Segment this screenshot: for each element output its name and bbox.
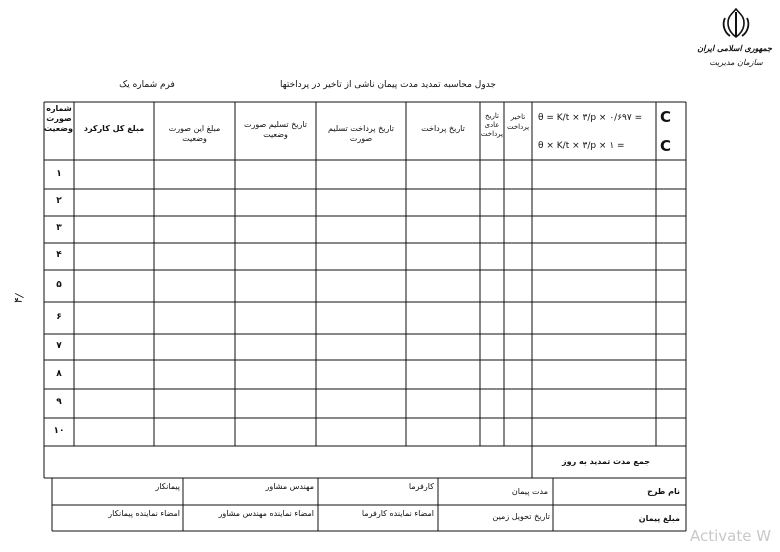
col-header-statement-number: شماره صورت وضعیت: [44, 104, 73, 133]
org-sub: سازمان مدیریت: [709, 58, 763, 67]
activation-watermark: Activate W: [690, 527, 772, 545]
c-symbol-top: C: [660, 108, 672, 126]
form-number: فرم شماره یک: [119, 80, 175, 90]
formula-bottom: θ × K/t × ۳/p × ۱ =: [538, 141, 625, 151]
row-number: ۷: [56, 341, 62, 351]
row-number: ۶: [56, 312, 62, 322]
org-name: جمهوری اسلامی ایران: [697, 44, 772, 53]
row-number: ۳: [56, 223, 62, 233]
row-number: ۵: [56, 280, 62, 290]
col-header-total-amount: مبلغ کل کارکرد: [83, 124, 145, 133]
row-number: ۲: [56, 196, 62, 206]
col-header-submission-date: تاریخ تسلیم صورت وضعیت: [243, 120, 308, 139]
footer-project-name: نام طرح: [647, 487, 680, 496]
row-number: ۴: [56, 250, 62, 260]
footer-contract-duration: مدت پیمان: [511, 487, 548, 496]
col-header-this-statement-amount: مبلغ این صورت وضعیت: [168, 124, 221, 143]
formula-top: θ = K/t × ۳/p × ۰/۶۹۷ =: [538, 113, 643, 123]
col-header-normal-payment-date: تاریخ عادی پرداخت: [480, 112, 503, 138]
footer-contractor-sign: امضاء نماینده پیمانکار: [108, 509, 180, 518]
footer-employer-sign: امضاء نماینده کارفرما: [361, 509, 434, 518]
col-header-payment-date: تاریخ پرداخت: [421, 124, 465, 133]
row-number: ۸: [56, 369, 62, 379]
footer-consultant: مهندس مشاور: [265, 482, 314, 491]
c-symbol-bottom: C: [660, 137, 672, 155]
table-title: جدول محاسبه تمدید مدت پیمان ناشی از تاخیر در پرداختها: [280, 80, 496, 90]
footer-consultant-sign: امضاء نماینده مهندس مشاور: [218, 509, 314, 518]
footer-land-delivery-date: تاریخ تحویل زمین: [492, 512, 550, 521]
row-number: ۹: [56, 397, 62, 407]
footer-contractor: پیمانکار: [155, 482, 180, 491]
footer-contract-amount: مبلغ پیمان: [638, 514, 680, 523]
footer-employer: کارفرما: [408, 482, 434, 491]
row-number: ۱: [56, 169, 62, 179]
col-header-payment-delay: تاخیر پرداخت: [506, 113, 530, 131]
margin-mark: ۴/: [11, 292, 27, 305]
total-label: جمع مدت تمدید به روز: [562, 457, 650, 466]
col-header-payment-submission-date: تاریخ پرداخت تسلیم صورت: [328, 124, 394, 143]
row-number: ۱۰: [53, 426, 65, 436]
